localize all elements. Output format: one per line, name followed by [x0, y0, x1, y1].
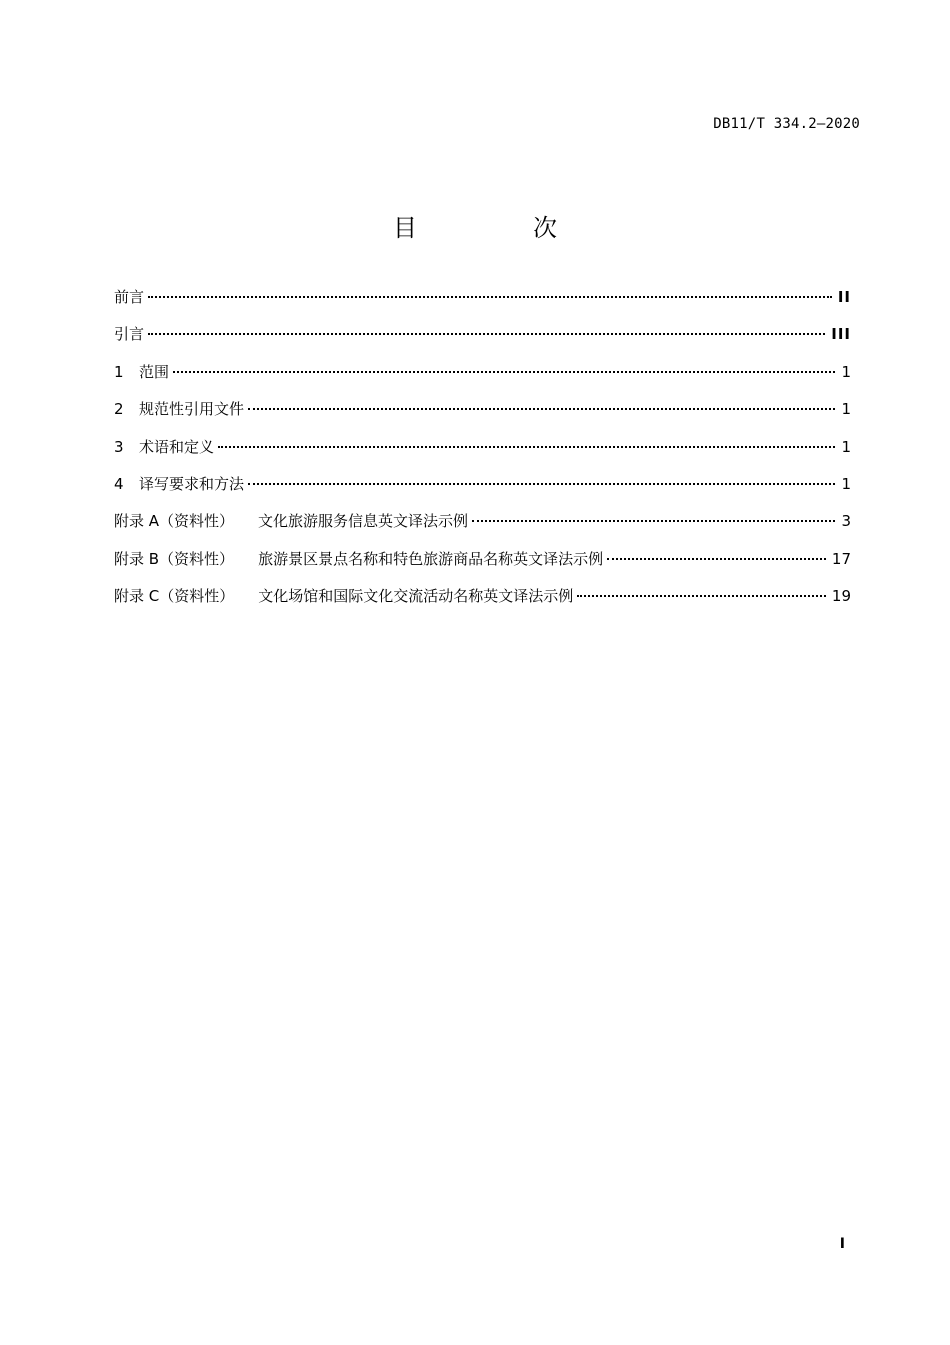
toc-annex-prefix: 附录 B（资料性）	[114, 549, 235, 568]
toc-entry-scope[interactable]	[114, 361, 851, 398]
toc-entry-label: 范围	[139, 362, 170, 381]
toc-entry-page: 3	[841, 512, 851, 531]
toc-entry-page: 1	[841, 400, 851, 419]
toc-entry-label: 译写要求和方法	[139, 474, 245, 493]
page-number: I	[839, 1236, 845, 1252]
toc-leader-dots	[148, 333, 825, 335]
toc-entry-number: 4	[114, 474, 124, 493]
toc-entry-page: 19	[831, 587, 851, 606]
toc-entry-annex-b[interactable]	[114, 548, 851, 585]
toc-leader-dots	[248, 408, 835, 410]
toc-title: 目 次	[393, 214, 603, 242]
toc-entry-page: III	[831, 325, 851, 344]
toc-entry-normative-references[interactable]	[114, 398, 851, 435]
toc-entry-label: 文化场馆和国际文化交流活动名称英文译法示例	[258, 587, 574, 606]
toc-entry-label: 引言	[114, 325, 145, 344]
toc-entry-page: 1	[841, 437, 851, 456]
toc-leader-dots	[173, 371, 835, 373]
toc-leader-dots	[472, 520, 835, 522]
toc-leader-dots	[248, 483, 835, 485]
toc-entry-terms-definitions[interactable]	[114, 436, 851, 473]
toc-entry-label: 前言	[114, 288, 145, 306]
toc-entry-label: 术语和定义	[139, 437, 215, 456]
document-code: DB11/T 334.2—2020	[713, 116, 860, 132]
toc-leader-dots	[148, 296, 832, 298]
toc-leader-dots	[577, 595, 826, 597]
toc-entry-annex-c[interactable]	[114, 585, 851, 622]
toc-entry-number: 2	[114, 400, 124, 419]
toc-leader-dots	[218, 446, 835, 448]
toc-annex-prefix: 附录 C（资料性）	[114, 587, 235, 606]
toc-entry-label: 规范性引用文件	[139, 400, 245, 419]
toc-entry-page: 17	[831, 549, 851, 568]
toc-entry-page: 1	[841, 474, 851, 493]
toc-entry-translation-requirements[interactable]	[114, 473, 851, 510]
toc-entry-page: II	[837, 288, 851, 306]
table-of-contents	[114, 286, 851, 623]
toc-entry-introduction[interactable]	[114, 323, 851, 360]
toc-leader-dots	[607, 558, 826, 560]
toc-entry-number: 3	[114, 437, 124, 456]
toc-entry-number: 1	[114, 362, 124, 381]
toc-entry-foreword[interactable]	[114, 286, 851, 323]
toc-entry-annex-a[interactable]	[114, 510, 851, 547]
toc-annex-prefix: 附录 A（资料性）	[114, 512, 235, 531]
toc-entry-label: 旅游景区景点名称和特色旅游商品名称英文译法示例	[258, 549, 604, 568]
toc-entry-label: 文化旅游服务信息英文译法示例	[258, 512, 469, 531]
toc-entry-page: 1	[841, 362, 851, 381]
